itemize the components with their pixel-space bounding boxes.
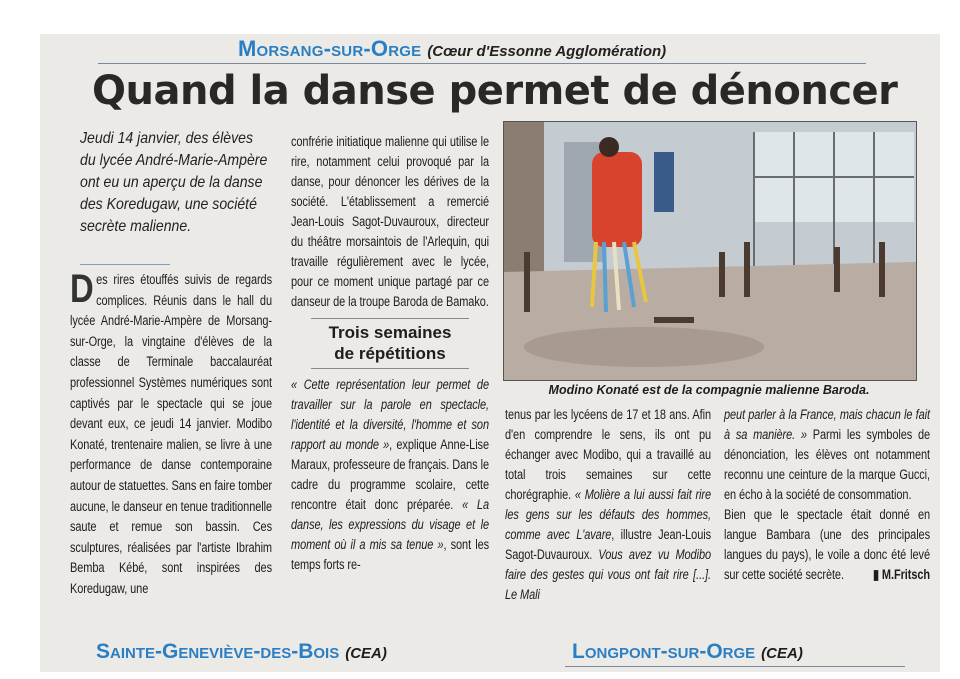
body-text: confrérie initiatique malienne qui utilise le rire, notamment celui provoqué par la danse, pour dénoncer les dérives de la société. L'établissement a remercié Jean-Louis Sagot-Duvauroux, directeur du théâtre morsaintois de l'Arlequin, qui travaille régulièrement avec le lycée, pour ce moment unique partagé par ce danseur de la troupe Baroda de Bamako. — [291, 134, 489, 309]
drop-cap: D — [70, 267, 94, 311]
section-kicker — [238, 36, 666, 62]
chapo-block — [80, 128, 272, 238]
footer-city: Sainte-Geneviève-des-Bois — [96, 640, 340, 663]
chapo: Jeudi 14 janvier, des élèves du lycée André-Marie-Ampère ont eu un aperçu de la danse des Koredugaw, une société secrète malienne. — [80, 130, 268, 235]
photo-caption: Modino Konaté est de la compagnie malienne Baroda. — [548, 383, 870, 397]
dancer-photo-illustration — [504, 122, 916, 380]
divider — [565, 666, 905, 667]
kicker-region: (Cœur d'Essonne Agglomération) — [427, 43, 667, 60]
subheading-line: de répétitions — [334, 344, 446, 363]
column-3 — [505, 405, 711, 605]
quote: « La danse, les expressions du visage et le moment où il a mis sa tenue » — [291, 497, 489, 552]
body-text: es rires étouffés suivis de regards complices. Réunis dans le hall du lycée André-Marie-Ampère de Morsang-sur-Orge, la vingtaine d'élèves de la classe de Terminale baccalauréat professionnel Systèmes numériques sont captivés par le spectacle qui se joue devant eux, ce jeudi 14 janvier. Modibo Konaté, trentenaire malien, se livre à une performance de danse contemporaine autour de statuettes. Sans en faire tomber aucune, le danseur en tenue traditionnelle saute et remue son bassin. Ces sculptures, réalisées par l'artiste Ibrahim Bemba Kébé, sont inspirées des Koredugaw, une — [70, 272, 272, 596]
footer-city: Longpont-sur-Orge — [572, 640, 756, 663]
footer-tag: (CEA) — [761, 645, 803, 662]
article-photo — [503, 121, 917, 381]
next-article-right — [572, 640, 803, 664]
body-text: , illustre Jean-Louis Sagot-Duvauroux. — [505, 527, 711, 562]
divider — [80, 264, 170, 265]
body-text: Parmi les symboles de dénonciation, les élèves ont notamment reconnu une ceinture de la marque Gucci, en écho à la société de consommation. — [724, 427, 931, 502]
quote: « Cette représentation leur permet de travailler sur la parole en spectacle, l'identité et la diversité, l'homme et son rapport au monde » — [291, 377, 489, 452]
next-article-left — [96, 640, 387, 664]
subheading — [311, 318, 469, 369]
column-4 — [724, 405, 930, 585]
body-text: , sont les temps forts re- — [291, 537, 490, 572]
column-2 — [291, 132, 489, 575]
body-text: , explique Anne-Lise Maraux, professeure de français. Dans le cadre du programme scolaire, cette rencontre était donc préparée. — [291, 437, 489, 512]
byline: ▮ M.Fritsch — [872, 567, 930, 582]
body-text: tenus par les lycéens de 17 et 18 ans. Afin d'en comprendre le sens, ils ont pu échanger avec Modibo, qui a travaillé au total trois semaines sur cette chorégraphie. — [505, 407, 711, 502]
body-text: Bien que le spectacle était donné en langue Bambara (une des principales langues du pays), le voile a donc été levé sur cette société secrète. — [724, 507, 930, 582]
quote: Vous avez vu Modibo faire des gestes qui vous ont fait rire [...]. Le Mali — [505, 547, 711, 602]
column-1 — [70, 267, 272, 600]
quote: « Molière a lui aussi fait rire les gens sur les défauts des hommes, comme avec L'avare — [505, 487, 711, 542]
headline: Quand la danse permet de dénoncer — [92, 68, 898, 114]
kicker-city: Morsang-sur-Orge — [238, 36, 422, 61]
divider — [98, 63, 866, 64]
quote: peut parler à la France, mais chacun le fait à sa manière. » — [724, 407, 930, 442]
subheading-line: Trois semaines — [328, 323, 452, 342]
footer-tag: (CEA) — [345, 645, 387, 662]
